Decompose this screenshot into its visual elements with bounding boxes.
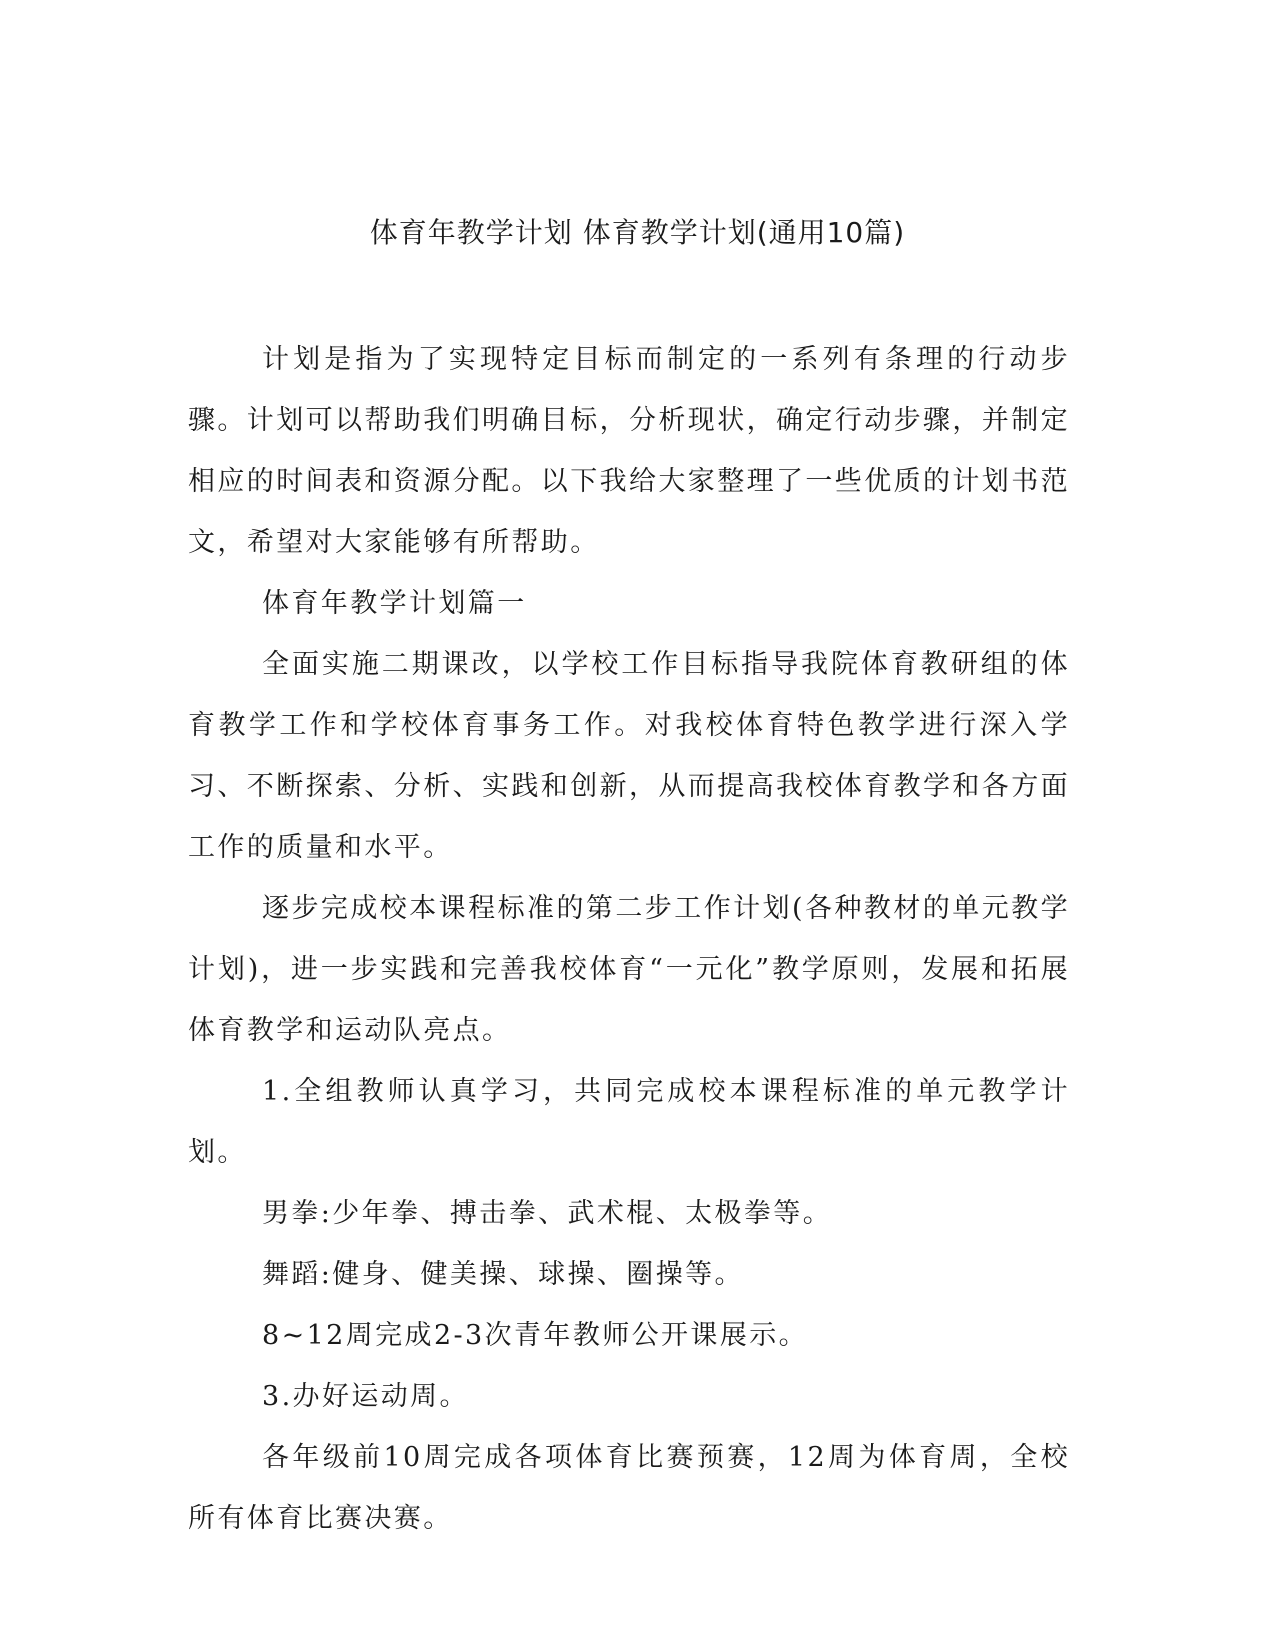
body-paragraph: 各年级前10周完成各项体育比赛预赛，12周为体育周，全校所有体育比赛决赛。 — [188, 1442, 1070, 1534]
document-body — [188, 329, 1070, 1549]
list-item: 3.办好运动周。 — [262, 1381, 469, 1412]
intro-paragraph: 计划是指为了实现特定目标而制定的一系列有条理的行动步骤。计划可以帮助我们明确目标，分析现状，确定行动步骤，并制定相应的时间表和资源分配。以下我给大家整理了一些优质的计划书范文，希望对大家能够有所帮助。 — [188, 344, 1070, 558]
section-heading: 体育年教学计划篇一 — [262, 588, 527, 619]
list-item: 男拳:少年拳、搏击拳、武术棍、太极拳等。 — [262, 1198, 833, 1229]
body-paragraph: 逐步完成校本课程标准的第二步工作计划(各种教材的单元教学计划)，进一步实践和完善我校体育“一元化”教学原则，发展和拓展体育教学和运动队亮点。 — [188, 893, 1070, 1046]
document-title: 体育年教学计划 体育教学计划(通用10篇) — [369, 216, 906, 249]
list-item: 舞蹈:健身、健美操、球操、圈操等。 — [262, 1259, 744, 1290]
list-item: 8~12周完成2-3次青年教师公开课展示。 — [262, 1320, 809, 1351]
body-paragraph: 全面实施二期课改，以学校工作目标指导我院体育教研组的体育教学工作和学校体育事务工作。对我校体育特色教学进行深入学习、不断探索、分析、实践和创新，从而提高我校体育教学和各方面工作的质量和水平。 — [188, 649, 1070, 863]
list-item: 1.全组教师认真学习，共同完成校本课程标准的单元教学计划。 — [188, 1076, 1070, 1168]
